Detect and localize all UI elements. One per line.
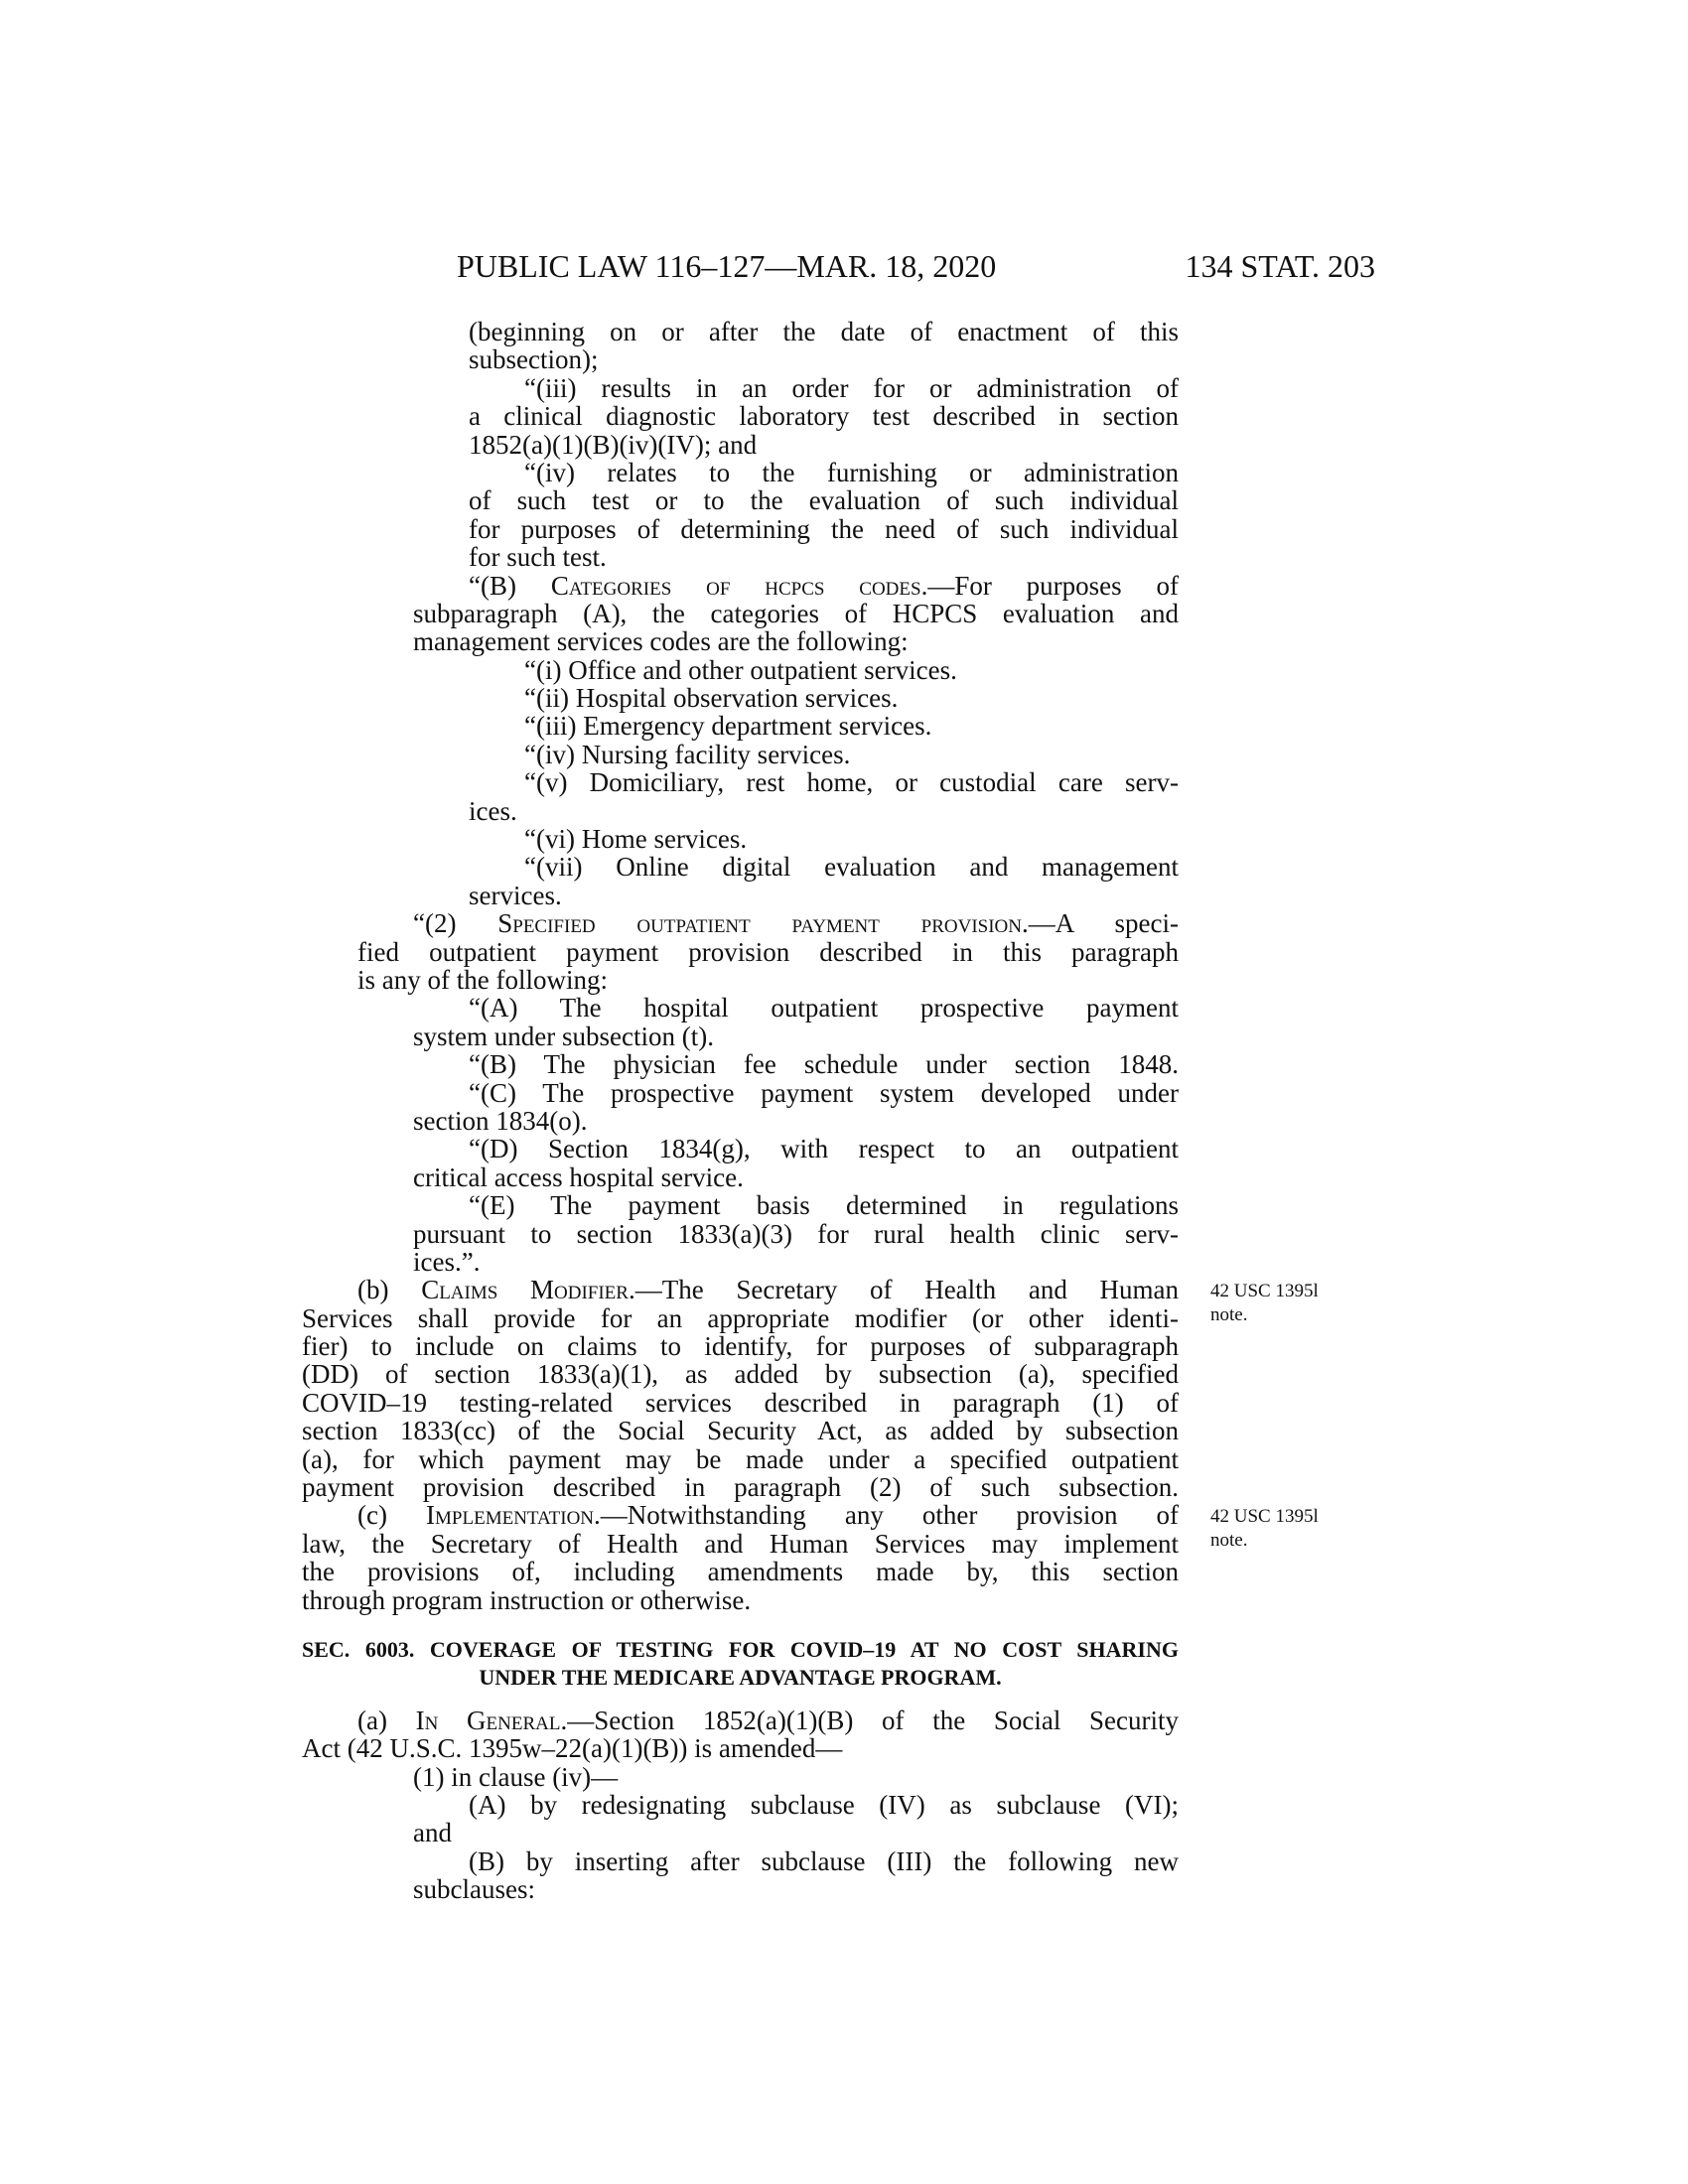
text-line: “(2) Specified outpatient payment provision.—A speci- [413, 908, 1179, 939]
text-line: and [413, 1818, 452, 1848]
text-line: through program instruction or otherwise. [302, 1584, 752, 1615]
text-line: a clinical diagnostic laboratory test described in section [469, 401, 1179, 432]
text-line: for such test. [469, 542, 607, 573]
header-title: PUBLIC LAW 116–127—MAR. 18, 2020 [457, 248, 997, 284]
text-line: (a), for which payment may be made under a specified outpatient [302, 1443, 1179, 1474]
text-line: subparagraph (A), the categories of HCPCS evaluation and [413, 598, 1179, 628]
text-line: management services codes are the following: [413, 626, 909, 657]
text-line: 1852(a)(1)(B)(iv)(IV); and [469, 429, 758, 460]
document-body [0, 318, 1688, 1903]
text-line: subclauses: [413, 1874, 535, 1905]
margin-note-label: note. [1210, 1530, 1248, 1552]
text-line: “(vi) Home services. [524, 824, 748, 855]
text-line: critical access hospital service. [413, 1161, 744, 1192]
text-line: “(A) The hospital outpatient prospective payment [469, 993, 1179, 1024]
section-spacer [0, 1614, 1688, 1636]
section-spacer [0, 1693, 1688, 1706]
text-line: “(C) The prospective payment system developed under [469, 1077, 1179, 1108]
text-line: “(D) Section 1834(g), with respect to an outpatient [469, 1134, 1179, 1164]
section-heading: SEC. 6003. COVERAGE OF TESTING FOR COVID–19 AT NO COST SHARING [302, 1636, 1179, 1662]
text-line: “(iv) Nursing facility services. [524, 739, 851, 769]
text-line: is any of the following: [357, 964, 608, 995]
text-line: (a) In General.—Section 1852(a)(1)(B) of the Social Security [357, 1705, 1179, 1735]
text-line: the provisions of, including amendments made by, this section [302, 1557, 1179, 1587]
text-line: law, the Secretary of Health and Human Services may implement [302, 1528, 1179, 1559]
text-line: (DD) of section 1833(a)(1), as added by subsection (a), specified [302, 1359, 1179, 1390]
text-line: “(B) Categories of hcpcs codes.—For purposes of [469, 570, 1179, 601]
text-line: fier) to include on claims to identify, for purposes of subparagraph [302, 1331, 1179, 1362]
header-stat-page: 134 STAT. 203 [1185, 248, 1375, 284]
text-line: section 1834(o). [413, 1105, 588, 1136]
text-line: of such test or to the evaluation of such individual [469, 485, 1179, 516]
text-line: “(v) Domiciliary, rest home, or custodial care serv- [524, 767, 1179, 798]
text-line: ices.”. [413, 1246, 481, 1277]
text-line: for purposes of determining the need of such individual [469, 513, 1179, 544]
text-line: section 1833(cc) of the Social Security Act, as added by subsection [302, 1416, 1179, 1446]
text-line: “(iii) Emergency department services. [524, 711, 932, 742]
text-line: ices. [469, 795, 517, 826]
text-line: “(E) The payment basis determined in regulations [469, 1190, 1179, 1221]
text-line: Act (42 U.S.C. 1395w–22(a)(1)(B)) is amended— [302, 1733, 843, 1764]
text-line: (A) by redesignating subclause (IV) as subclause (VI); [469, 1789, 1179, 1820]
running-header [457, 248, 1375, 288]
text-line: “(iii) results in an order for or administration of [524, 372, 1179, 403]
text-line: COVID–19 testing-related services described in paragraph (1) of [302, 1387, 1179, 1418]
text-line: “(ii) Hospital observation services. [524, 683, 899, 714]
margin-note-citation: 42 USC 1395l [1210, 1506, 1319, 1528]
text-line: system under subsection (t). [413, 1021, 714, 1051]
text-line: (c) Implementation.—Notwithstanding any other provision of 42 USC 1395l note. [357, 1500, 1319, 1552]
margin-citation-note [1210, 1280, 1319, 1327]
margin-note-label: note. [1210, 1304, 1248, 1326]
text-line: “(vii) Online digital evaluation and management [524, 852, 1179, 883]
text-line: (1) in clause (iv)— [413, 1761, 619, 1792]
text-line: subsection); [469, 344, 599, 375]
text-line: “(i) Office and other outpatient services. [524, 654, 957, 685]
margin-citation-note [1210, 1505, 1319, 1553]
text-line: fied outpatient payment provision described in this paragraph [357, 936, 1179, 967]
text-line: payment provision described in paragraph (2) of such subsection. [302, 1472, 1179, 1503]
text-line: “(iv) relates to the furnishing or administration [524, 457, 1179, 487]
margin-note-citation: 42 USC 1395l [1210, 1281, 1319, 1302]
section-heading-continued: UNDER THE MEDICARE ADVANTAGE PROGRAM. [479, 1665, 1002, 1691]
text-line: (beginning on or after the date of enactment of this [469, 317, 1179, 346]
text-line: (b) Claims Modifier.—The Secretary of Health and Human 42 USC 1395l note. [357, 1275, 1319, 1326]
text-line: pursuant to section 1833(a)(3) for rural health clinic serv- [413, 1218, 1179, 1249]
text-line: Services shall provide for an appropriate modifier (or other identi- [302, 1302, 1179, 1333]
text-line: services. [469, 880, 562, 910]
text-line: (B) by inserting after subclause (III) the following new [469, 1845, 1179, 1876]
text-line: “(B) The physician fee schedule under section 1848. [469, 1049, 1179, 1080]
